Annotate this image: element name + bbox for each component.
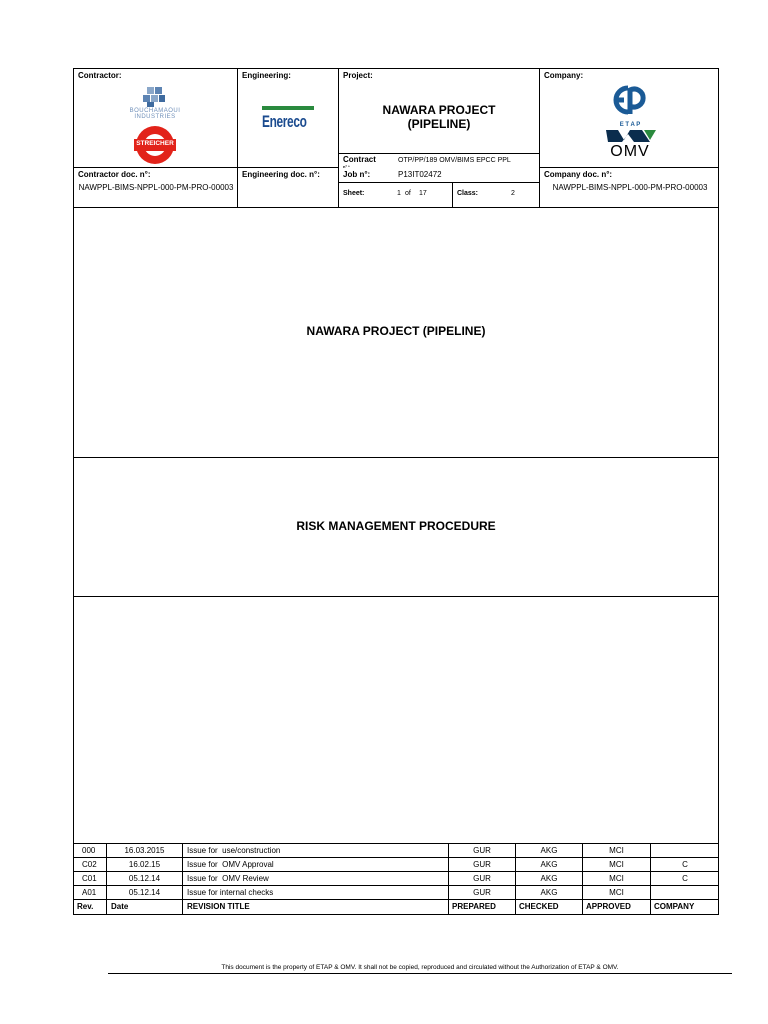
revision-title-header: REVISION TITLE xyxy=(187,902,250,911)
approved-cell: MCI xyxy=(609,874,624,883)
date-cell: 16.02.15 xyxy=(128,860,161,869)
prepared-header: PREPARED xyxy=(452,902,496,911)
project-name-line1: NAWARA PROJECT xyxy=(382,103,496,117)
bouchamaoui-cube-icon xyxy=(115,86,195,108)
prepared-cell: GUR xyxy=(473,846,491,855)
etap-text: E T A P xyxy=(619,122,641,128)
class-label: Class: xyxy=(457,190,479,197)
project-name xyxy=(339,103,539,131)
checked-cell: AKG xyxy=(540,874,558,883)
enereco-text: Enereco xyxy=(262,112,307,131)
job-label: Job n°: xyxy=(343,170,371,179)
title-cell: Issue for OMV Approval xyxy=(187,860,274,869)
project-title: NAWARA PROJECT (PIPELINE) xyxy=(306,324,486,338)
enereco-logo xyxy=(262,106,314,142)
checked-cell: AKG xyxy=(540,860,558,869)
company-header: COMPANY xyxy=(654,902,695,911)
project-label: Project: xyxy=(343,71,373,80)
contract-sub-label: n° * xyxy=(343,164,350,169)
prepared-cell: GUR xyxy=(473,874,491,883)
date-header: Date xyxy=(111,902,129,911)
sheet-value: 1 xyxy=(397,190,401,197)
date-cell: 05.12.14 xyxy=(128,888,161,897)
sheet-label: Sheet: xyxy=(343,190,365,197)
approved-header: APPROVED xyxy=(586,902,631,911)
job-value: P13IT02472 xyxy=(398,170,442,179)
prepared-cell: GUR xyxy=(473,888,491,897)
approved-cell: MCI xyxy=(609,860,624,869)
contract-label: Contract xyxy=(343,155,376,164)
company-doc-label: Company doc. n°: xyxy=(544,170,613,179)
company-cell: C xyxy=(682,874,688,883)
contract-value: OTP/PP/189 OMV/BIMS EPCC PPL xyxy=(398,157,511,164)
rev-cell: C02 xyxy=(82,860,97,869)
company-doc-value: NAWPPL-BIMS-NPPL-000-PM-PRO-00003 xyxy=(552,183,708,192)
bouchamaoui-logo xyxy=(115,86,195,126)
etap-emblem-icon xyxy=(600,84,660,118)
contractor-doc-value: NAWPPL-BIMS-NPPL-000-PM-PRO-00003 xyxy=(78,183,234,192)
streicher-logo xyxy=(132,124,178,166)
document-title: RISK MANAGEMENT PROCEDURE xyxy=(296,519,496,533)
date-cell: 05.12.14 xyxy=(128,874,161,883)
etap-omv-logo xyxy=(600,84,660,168)
streicher-text: STREICHER xyxy=(136,140,174,147)
checked-cell: AKG xyxy=(540,888,558,897)
omv-text: OMV xyxy=(610,143,650,160)
approved-cell: MCI xyxy=(609,888,624,897)
blank-box xyxy=(73,596,719,844)
date-cell: 16.03.2015 xyxy=(124,846,165,855)
engineering-label: Engineering: xyxy=(242,71,291,80)
project-name-line2: (PIPELINE) xyxy=(407,117,471,131)
title-cell: Issue for OMV Review xyxy=(187,874,269,883)
bouchamaoui-line1: BOUCHAMAOUI xyxy=(129,108,181,114)
rev-header: Rev. xyxy=(77,902,94,911)
company-cell: C xyxy=(682,860,688,869)
sheet-total: 17 xyxy=(419,190,427,197)
rev-cell: C01 xyxy=(82,874,97,883)
bouchamaoui-line2: INDUSTRIES xyxy=(134,114,176,120)
contractor-label: Contractor: xyxy=(78,71,122,80)
prepared-cell: GUR xyxy=(473,860,491,869)
company-label: Company: xyxy=(544,71,584,80)
rev-cell: 000 xyxy=(82,846,96,855)
title-cell: Issue for use/construction xyxy=(187,846,281,855)
class-value: 2 xyxy=(511,190,515,197)
contractor-doc-label: Contractor doc. n°: xyxy=(78,170,151,179)
engineering-doc-label: Engineering doc. n°: xyxy=(242,170,320,179)
footer-rule xyxy=(108,973,732,974)
checked-cell: AKG xyxy=(540,846,558,855)
enereco-bar-icon xyxy=(262,106,314,110)
title-cell: Issue for internal checks xyxy=(187,888,274,897)
checked-header: CHECKED xyxy=(519,902,559,911)
approved-cell: MCI xyxy=(609,846,624,855)
sheet-of: of xyxy=(405,190,411,197)
omv-emblem-icon xyxy=(600,128,660,144)
footer-notice: This document is the property of ETAP & OMV. It shall not be copied, reproduced and circulated without the Authorization of ETAP & OMV. xyxy=(221,964,619,971)
rev-cell: A01 xyxy=(82,888,97,897)
